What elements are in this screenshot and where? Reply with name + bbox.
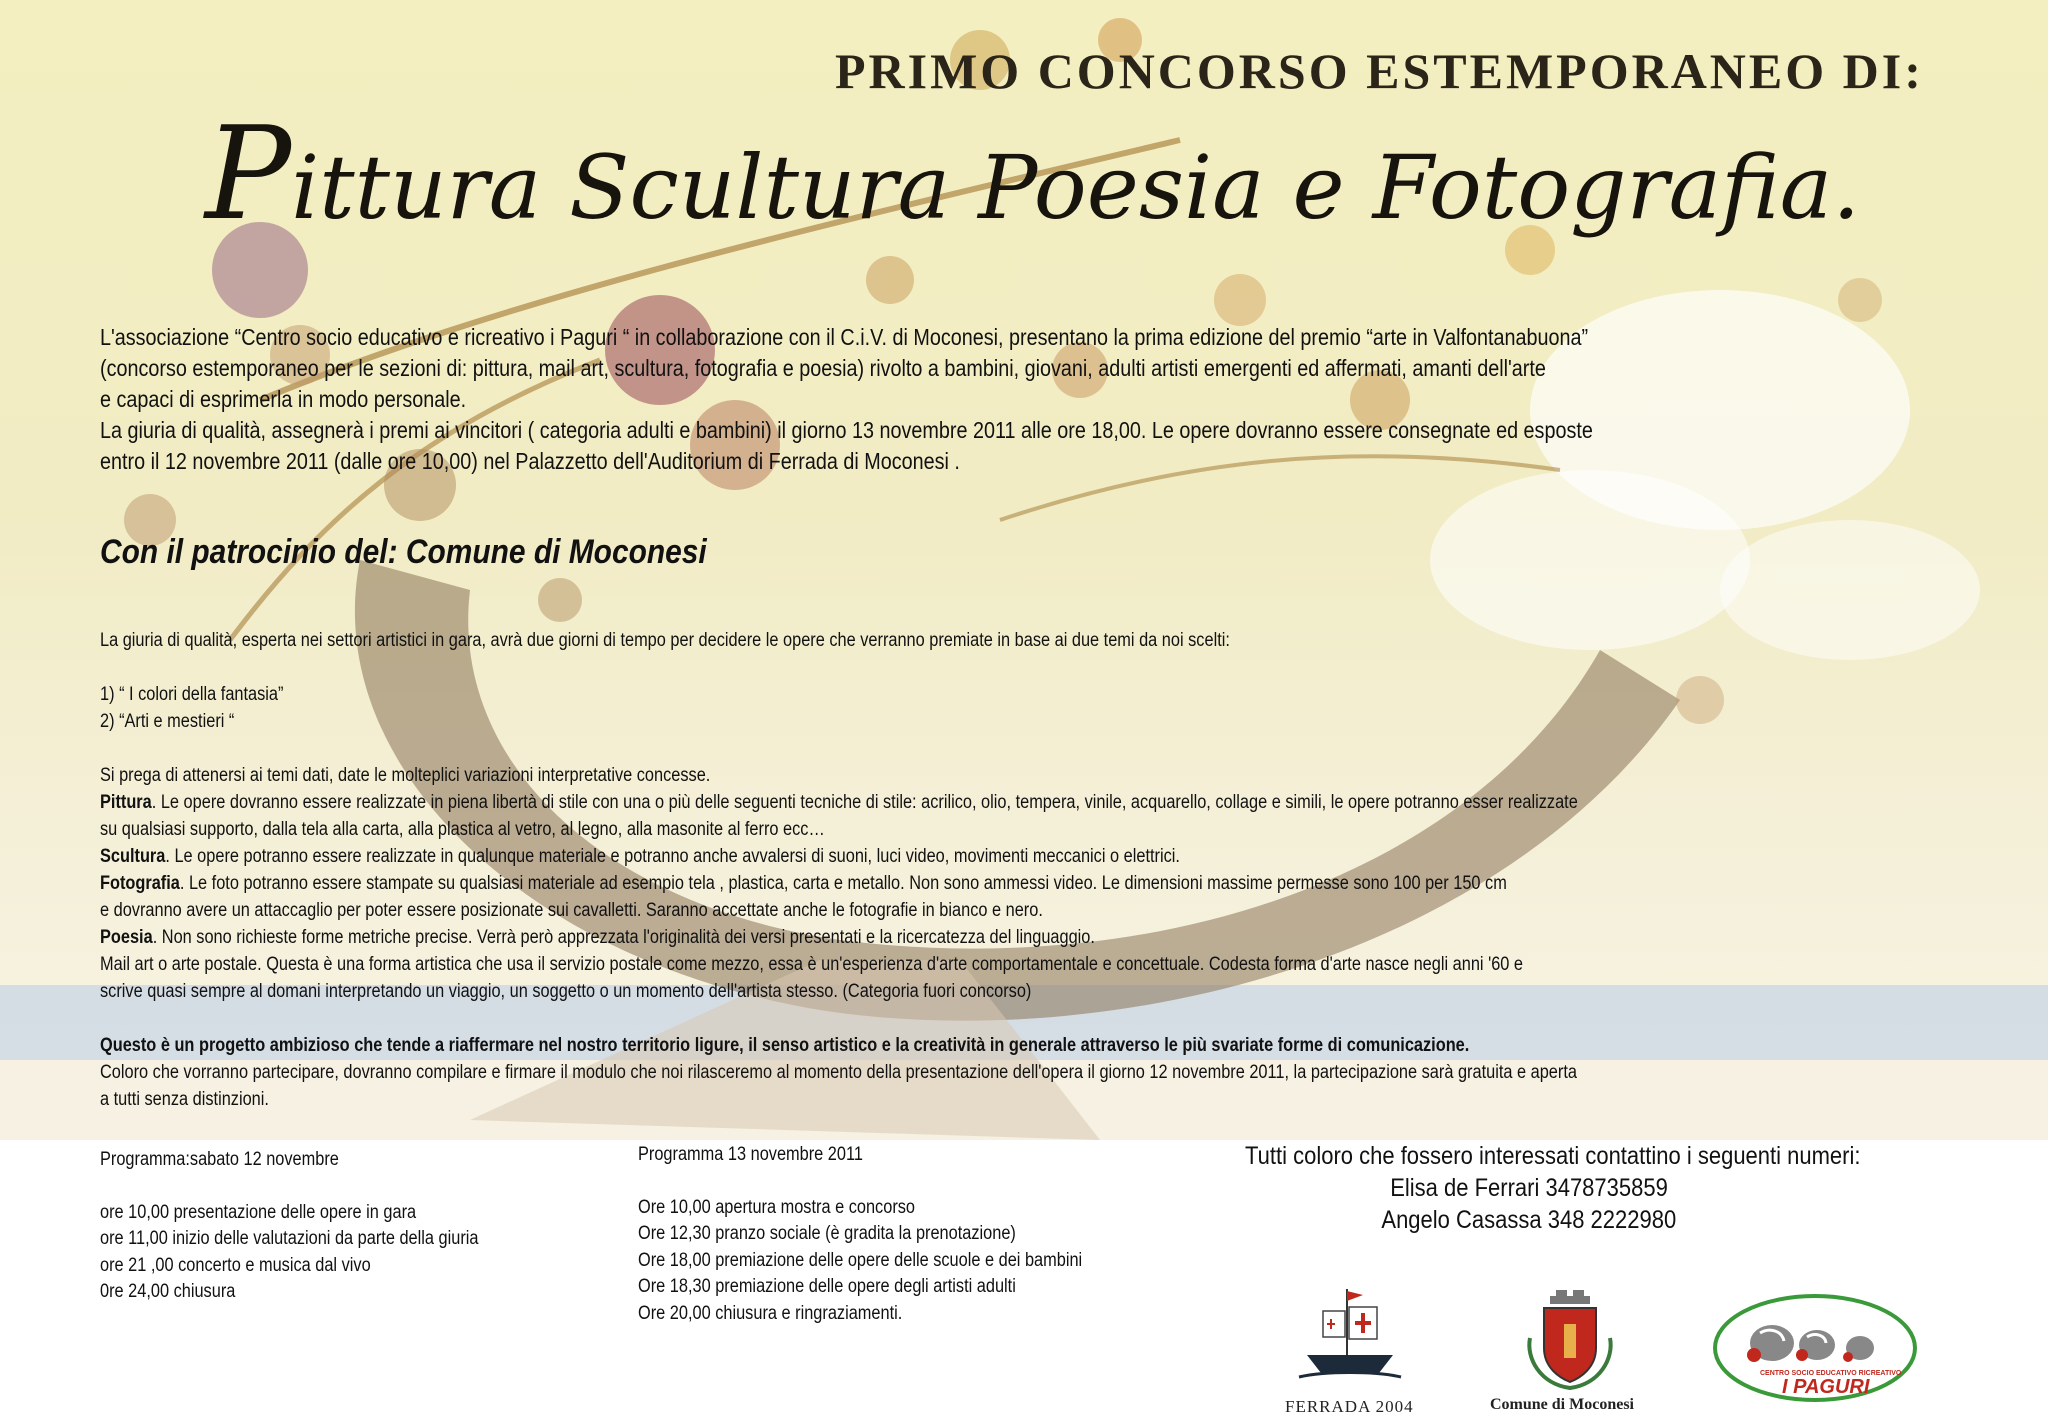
section-mailart-cont: scrive quasi sempre al domani interpretando un viaggio, un soggetto o un momento dell'artista stesso. (Categoria fuori concorso) bbox=[100, 981, 1032, 1002]
program-item: Ore 12,30 pranzo sociale (è gradita la prenotazione) bbox=[638, 1223, 1016, 1244]
program-item: Ore 10,00 apertura mostra e concorso bbox=[638, 1196, 916, 1218]
title-rest: ittura Scultura Poesia e Fotografia. bbox=[291, 136, 1861, 239]
contact-title: Tutti coloro che fossero interessati contattino i seguenti numeri: bbox=[1245, 1142, 1861, 1170]
intro-paragraph bbox=[100, 322, 1734, 477]
closing-line: a tutti senza distinzioni. bbox=[100, 1089, 269, 1110]
section-pittura-cont: su qualsiasi supporto, dalla tela alla carta, alla plastica al vetro, al legno, alla masonite al ferro ecc… bbox=[100, 819, 825, 840]
program-item: Ore 20,00 chiusura e ringraziamenti. bbox=[638, 1302, 903, 1324]
program-title: Programma 13 novembre 2011 bbox=[638, 1144, 863, 1165]
jury-text: La giuria di qualità, esperta nei settori artistici in gara, avrà due giorni di tempo per decidere le opere che verranno premiate in base ai due temi da noi scelti: bbox=[100, 630, 1230, 651]
ship-icon bbox=[1285, 1285, 1415, 1397]
program-item: 0re 24,00 chiusura bbox=[100, 1281, 236, 1302]
intro-line: La giuria di qualità, assegnerà i premi ai vincitori ( categoria adulti e bambini) il giorno 13 novembre 2011 alle ore 18,00. Le opere dovranno essere consegnate ed esposte bbox=[100, 417, 1593, 443]
comune-crest bbox=[1520, 1288, 1620, 1393]
section-text: . Non sono richieste forme metriche precise. Verrà però apprezzata l'originalità dei versi presentati e la ricercatezza del linguaggio. bbox=[152, 927, 1095, 948]
intro-line: entro il 12 novembre 2011 (dalle ore 10,00) nel Palazzetto dell'Auditorium di Ferrada di Moconesi . bbox=[100, 448, 960, 474]
program-item: ore 21 ,00 concerto e musica dal vivo bbox=[100, 1254, 371, 1276]
section-fotografia bbox=[100, 870, 1578, 897]
theme-2: 2) “Arti e mestieri “ bbox=[100, 711, 235, 732]
program-sunday bbox=[638, 1142, 1082, 1327]
section-text: . Le opere potranno essere realizzate in qualunque materiale e potranno anche avvalersi di suoni, luci video, movimenti meccanici o elettrici. bbox=[165, 846, 1180, 867]
section-label: Fotografia bbox=[100, 873, 180, 894]
themes-note: Si prega di attenersi ai temi dati, date le molteplici variazioni interpretative concesse. bbox=[100, 765, 711, 786]
section-scultura bbox=[100, 843, 1578, 870]
section-label: Scultura bbox=[100, 846, 166, 867]
intro-line: L'associazione “Centro socio educativo e ricreativo i Paguri “ in collaborazione con il C.i.V. di Moconesi, presentano la prima edizione del premio “arte in Valfontanabuona” bbox=[100, 324, 1589, 350]
intro-line: (concorso estemporaneo per le sezioni di: pittura, mail art, scultura, fotografia e poesia) rivolto a bambini, giovani, adulti artisti emergenti ed affermati, amanti dell'arte bbox=[100, 355, 1546, 381]
section-poesia bbox=[100, 924, 1578, 951]
section-text: . Le opere dovranno essere realizzate in piena libertà di stile con una o più delle seguenti tecniche di stile: acrilico, olio, tempera, vinile, acquarello, collage e simili, le opere potranno esser realizzate bbox=[151, 792, 1578, 813]
header-kicker: PRIMO CONCORSO ESTEMPORANEO DI: bbox=[835, 43, 1924, 99]
section-label: Pittura bbox=[100, 792, 152, 813]
intro-line: e capaci di esprimerla in modo personale. bbox=[100, 386, 467, 412]
contact-person: Angelo Casassa 348 2222980 bbox=[1381, 1206, 1677, 1234]
program-item: ore 11,00 inizio delle valutazioni da parte della giuria bbox=[100, 1228, 479, 1249]
closing-bold: Questo è un progetto ambizioso che tende a riaffermare nel nostro territorio ligure, il senso artistico e la creatività in generale attraverso le più svariate forme di comunicazione. bbox=[100, 1035, 1470, 1056]
patronage-heading: Con il patrocinio del: Comune di Moconesi bbox=[100, 533, 707, 571]
theme-1: 1) “ I colori della fantasia” bbox=[100, 684, 284, 705]
page-title bbox=[205, 100, 1860, 249]
contact-block bbox=[1245, 1140, 1861, 1236]
comune-caption: Comune di Moconesi bbox=[1490, 1396, 1634, 1413]
closing-line: Coloro che vorranno partecipare, dovranno compilare e firmare il modulo che noi rilasceremo al momento della presentazione dell'opera il giorno 12 novembre 2011, la partecipazione sarà gratuita e aperta bbox=[100, 1062, 1577, 1083]
contact-person: Elisa de Ferrari 3478735859 bbox=[1390, 1174, 1668, 1202]
title-initial: P bbox=[205, 100, 292, 249]
section-fotografia-cont: e dovranno avere un attaccaglio per poter essere posizionate sui cavalletti. Saranno accettate anche le fotografie in bianco e nero. bbox=[100, 900, 1043, 921]
paguri-subtitle: CENTRO SOCIO EDUCATIVO RICREATIVO bbox=[1760, 1370, 1902, 1377]
rules-block bbox=[100, 627, 1578, 1113]
program-item: Ore 18,00 premiazione delle opere delle scuole e dei bambini bbox=[638, 1249, 1083, 1271]
ferrada-logo bbox=[1285, 1285, 1415, 1397]
section-pittura bbox=[100, 789, 1578, 816]
coat-of-arms-icon bbox=[1520, 1288, 1620, 1393]
section-label: Poesia bbox=[100, 927, 153, 948]
paguri-caption: I PAGURI bbox=[1782, 1376, 1870, 1398]
section-text: . Le foto potranno essere stampate su qualsiasi materiale ad esempio tela , plastica, carta e metallo. Non sono ammessi video. Le dimensioni massime permesse sono 100 per 150 cm bbox=[179, 873, 1507, 894]
section-mailart: Mail art o arte postale. Questa è una forma artistica che usa il servizio postale come mezzo, essa è un'esperienza d'arte comportamentale e concettuale. Codesta forma d'arte nasce negli anni '60 e bbox=[100, 954, 1524, 975]
program-item: ore 10,00 presentazione delle opere in gara bbox=[100, 1201, 417, 1223]
ferrada-caption: FERRADA 2004 bbox=[1285, 1397, 1414, 1416]
program-saturday bbox=[100, 1147, 478, 1306]
program-title: Programma:sabato 12 novembre bbox=[100, 1149, 339, 1170]
program-item: Ore 18,30 premiazione delle opere degli artisti adulti bbox=[638, 1276, 1016, 1297]
